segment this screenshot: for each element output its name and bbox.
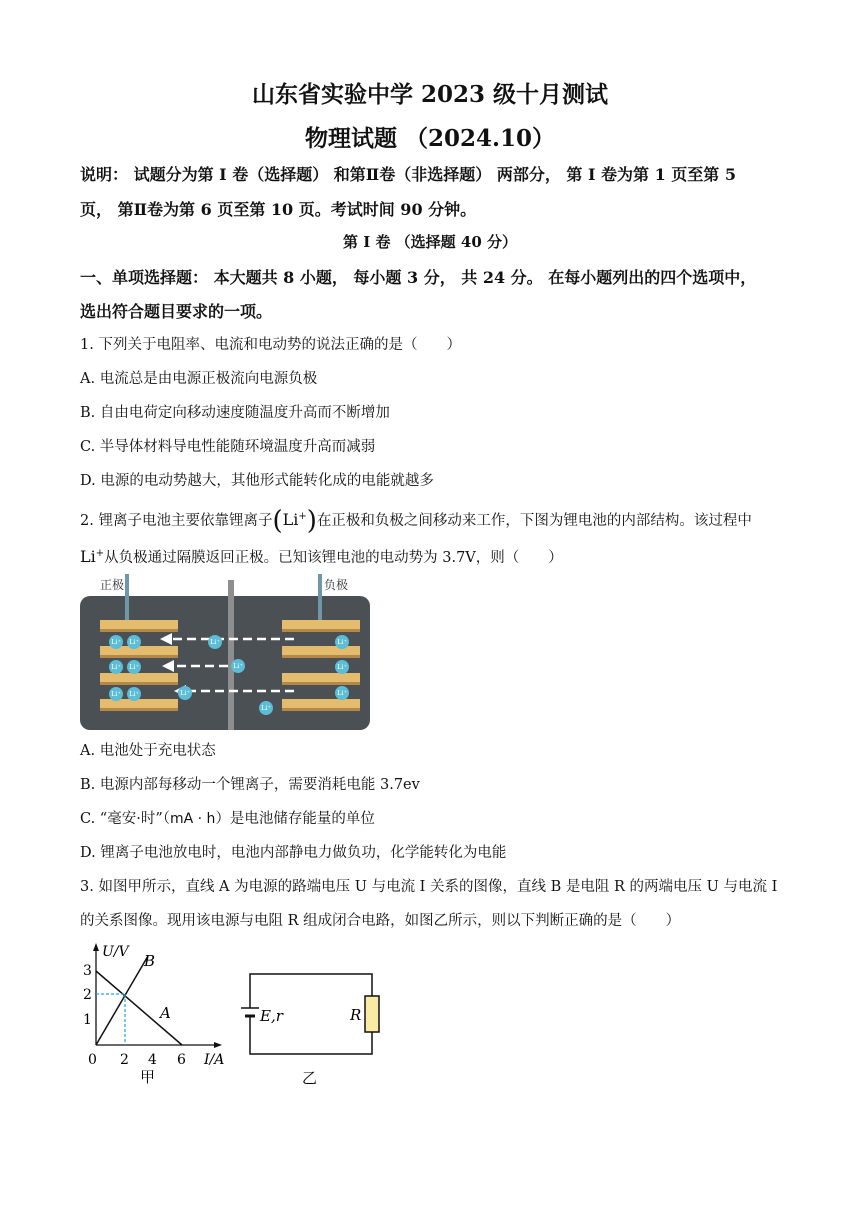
separator-membrane: [228, 580, 234, 730]
paren-open: (: [272, 506, 283, 536]
y-tick-3: 3: [83, 963, 92, 979]
resistor-label: R: [350, 1006, 362, 1024]
q1-option-d: D. 电源的电动势越大，其他形式能转化成的电能就越多: [80, 473, 434, 489]
x-tick-4: 4: [148, 1052, 157, 1068]
q2-option-c-pre: C. “毫安·时”（: [80, 811, 170, 827]
q2-option-a: A. 电池处于充电状态: [80, 743, 216, 759]
y-axis-label: U/V: [102, 944, 129, 960]
section1-line-1: 一、单项选择题： 本大题共 8 小题， 每小题 3 分， 共 24 分。 在每小题列出的四个选项中，: [80, 268, 757, 287]
svg-text:Li⁺: Li⁺: [129, 638, 139, 646]
q2-option-d: D. 锂离子电池放电时，电池内部静电力做负功，化学能转化为电能: [80, 845, 507, 861]
q3-stem-line-1: 3. 如图甲所示，直线 A 为电源的路端电压 U 与电流 I 关系的图像，直线 B 是电阻 R 的两端电压 U 与电流 I: [80, 879, 778, 895]
circuit-yi: [232, 966, 392, 1090]
unit-mah: mA · h: [169, 811, 216, 827]
q3-stem-line-2: 的关系图像。现用该电源与电阻 R 组成闭合电路，如图乙所示，则以下判断正确的是（ ）: [80, 913, 681, 929]
wire-top: [250, 974, 372, 1008]
y-tick-2: 2: [83, 987, 92, 1003]
q2-stem-post-2: 从负极通过隔膜返回正极。已知该锂电池的电动势为 3.7V，则（ ）: [104, 550, 563, 566]
x-tick-0: 0: [88, 1052, 97, 1068]
line-b-label: B: [144, 952, 156, 970]
ion-symbol-2: Li: [80, 547, 96, 566]
y-axis-arrow: [93, 943, 99, 951]
q1-option-a: A. 电流总是由电源正极流向电源负极: [80, 371, 318, 387]
q2-option-c-post: ）是电池储存能量的单位: [215, 811, 375, 827]
x-axis-arrow: [214, 1042, 222, 1048]
positive-label: 正极: [100, 578, 125, 592]
part1-heading: 第 I 卷 （选择题 40 分）: [342, 233, 517, 251]
svg-text:Li⁺: Li⁺: [111, 663, 121, 671]
q2-stem-post: 在正极和负极之间移动来工作，下图为锂电池的内部结构。该过程中: [316, 513, 752, 529]
q2-stem-line-2: [80, 546, 563, 567]
section1-line-2: 选出符合题目要求的一项。: [80, 302, 273, 321]
y-tick-1: 1: [83, 1012, 92, 1028]
ion-charge-2: +: [95, 548, 105, 560]
battery-figure: [78, 574, 372, 732]
wire-bottom: [250, 1022, 372, 1054]
line-b: [96, 956, 148, 1045]
q1-option-b: B. 自由电荷定向移动速度随温度升高而不断增加: [80, 405, 390, 421]
positive-terminal: [125, 574, 129, 622]
x-tick-6: 6: [177, 1052, 186, 1068]
q1-option-c: C. 半导体材料导电性能随环境温度升高而减弱: [80, 439, 376, 455]
circuit-caption: 乙: [302, 1069, 318, 1087]
svg-text:Li⁺: Li⁺: [337, 663, 347, 671]
resistor: [365, 996, 379, 1032]
q1-stem: 1. 下列关于电阻率、电流和电动势的说法正确的是（ ）: [80, 337, 461, 353]
q2-stem-line-1: [80, 506, 752, 536]
x-tick-2: 2: [120, 1052, 129, 1068]
ion-symbol: Li: [282, 510, 299, 529]
x-axis-label: I/A: [204, 1052, 225, 1068]
negative-label: 负极: [324, 578, 349, 592]
notice-line-1: 说明： 试题分为第 I 卷（选择题） 和第Ⅱ卷（非选择题） 两部分， 第 I 卷为第 1 页至第 5: [80, 165, 736, 184]
negative-terminal: [318, 574, 322, 622]
graph-caption: 甲: [140, 1068, 156, 1086]
svg-text:Li⁺: Li⁺: [261, 704, 271, 712]
page-subtitle: 物理试题 （2024.10）: [304, 125, 556, 152]
paren-close: ): [306, 506, 317, 536]
line-a-label: A: [160, 1004, 171, 1022]
svg-text:Li⁺: Li⁺: [337, 638, 347, 646]
svg-text:Li⁺: Li⁺: [129, 690, 139, 698]
svg-text:Li⁺: Li⁺: [129, 663, 139, 671]
q2-stem-pre: 2. 锂离子电池主要依靠锂离子: [80, 513, 273, 529]
notice-line-2: 页， 第Ⅱ卷为第 6 页至第 10 页。考试时间 90 分钟。: [80, 200, 477, 219]
page-title: 山东省实验中学 2023 级十月测试: [251, 81, 609, 108]
svg-text:Li⁺: Li⁺: [111, 638, 121, 646]
svg-text:Li⁺: Li⁺: [210, 638, 220, 646]
svg-text:Li⁺: Li⁺: [233, 662, 243, 670]
source-label: E,r: [260, 1007, 283, 1025]
svg-text:Li⁺: Li⁺: [337, 689, 347, 697]
svg-text:Li⁺: Li⁺: [111, 690, 121, 698]
q2-option-b: B. 电源内部每移动一个锂离子，需要消耗电能 3.7ev: [80, 777, 420, 793]
ion-charge: +: [298, 511, 307, 523]
ui-graph-jia: [78, 938, 238, 1088]
svg-text:Li⁺: Li⁺: [180, 689, 190, 697]
q2-option-c: [80, 807, 375, 828]
